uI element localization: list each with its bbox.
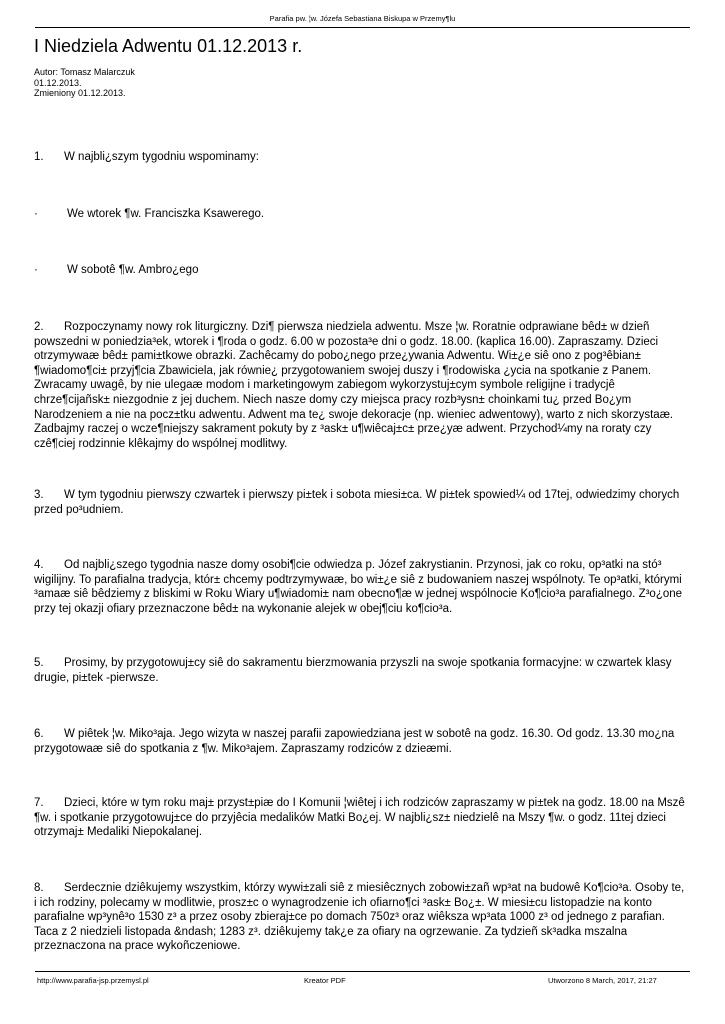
item-text: W piêtek ¦w. Miko³aja. Jego wizyta w naszej parafii zapowiedziana jest w sobotê na godz. 16.30. Od godz. 13.30 mo¿na przygotowaæ siê do spotkania z ¶w. Miko³ajem. Zapraszamy rodziców z dzieæmi. [34, 728, 675, 755]
header-divider [35, 27, 690, 28]
announcement-item [34, 727, 689, 756]
footer-url: http://www.parafia-jsp.przemysl.pl [37, 976, 149, 985]
announcement-item [34, 796, 689, 840]
item-number: 6. [34, 728, 44, 740]
announcement-item [34, 150, 259, 165]
announcement-item [34, 558, 689, 616]
author-line: Autor: Tomasz Malarczuk [34, 67, 135, 77]
page-header: Parafia pw. ¦w. Józefa Sebastiana Biskupa w Przemy¶lu [269, 14, 456, 23]
item-text: Dzieci, które w tym roku maj± przyst±piæ do I Komunii ¦wiêtej i ich rodziców zapraszamy w pi±tek na godz. 18.00 na Mszê ¶w. i spotkanie przygotowuj±ce do przyjêcia medalików Matki Bo¿ej. W najbli¿sz± niedzielê na Mszy ¶w. o godz. 11tej dzieci otrzymaj± Medaliki Niepokalanej. [34, 797, 685, 839]
date-line: 01.12.2013. [34, 77, 82, 88]
modified-line: Zmieniony 01.12.2013. [34, 88, 126, 98]
announcement-item [34, 320, 689, 451]
item-text: Serdecznie dziêkujemy wszystkim, którzy wywi±zali siê z miesiêcznych zobowi±zañ wp³at na budowê Ko¶cio³a. Osoby te, i ich rodziny, polecamy w modlitwie, prosz±c o wynagrodzenie ich ofiarno¶ci ³ask± Bo¿±. W miesi±cu listopadzie na konto parafialne wp³ynê³o 1530 z³ a przez osoby zbieraj±ce po domach 750z³ oraz wiêksza wp³ata 1000 z³ od jednego z parafian. Taca z 2 niedzieli listopada &ndash; 1283 z³. dziêkujemy tak¿e za ofiary na ogrzewanie. Za tydzieñ sk³adka mszalna przeznaczona na prace wykoñczeniowe. [34, 882, 685, 953]
item-number: 2. [34, 321, 44, 333]
item-text: Prosimy, by przygotowuj±cy siê do sakramentu bierzmowania przyszli na swoje spotkania formacyjne: w czwartek klasy drugie, pi±tek -pierwsze. [34, 657, 672, 684]
announcement-item [34, 263, 198, 278]
item-text: We wtorek ¶w. Franciszka Ksawerego. [67, 208, 265, 220]
item-text: W tym tygodniu pierwszy czwartek i pierwszy pi±tek i sobota miesi±ca. W pi±tek spowied¼ od 17tej, odwiedzimy chorych przed po³udniem. [34, 489, 680, 516]
item-text: Od najbli¿szego tygodnia nasze domy osobi¶cie odwiedza p. Józef zakrystianin. Przynosi, jak co roku, op³atki na stó³ wigilijny. To parafialna tradycja, któr± chcemy podtrzymywaæ, bo wi±¿e siê z budowaniem naszej wspólnoty. Te op³atki, którymi ³amaæ siê bêdziemy z bliskimi w Roku Wiary u¶wiadomi± nam obecno¶æ w jednej wspólnocie Ko¶cio³a parafialnego. Z³o¿one przy tej okazji ofiary przeznaczone bêd± na wykonanie alejek w obej¶ciu ko¶cio³a. [34, 559, 683, 615]
announcement-item [34, 488, 689, 517]
item-text: W sobotê ¶w. Ambro¿ego [67, 264, 199, 276]
item-number: 4. [34, 559, 44, 571]
document-title: I Niedziela Adwentu 01.12.2013 r. [34, 36, 303, 56]
bullet-icon: · [34, 208, 38, 220]
item-number: 5. [34, 657, 44, 669]
announcement-item [34, 207, 264, 222]
announcement-item [34, 881, 689, 954]
item-number: 3. [34, 489, 44, 501]
footer-divider [35, 971, 690, 972]
footer-generator: Kreator PDF [304, 976, 346, 985]
item-text: W najbli¿szym tygodniu wspominamy: [64, 151, 259, 163]
bullet-icon: · [34, 264, 38, 276]
item-number: 1. [34, 151, 44, 163]
announcement-item [34, 656, 689, 685]
footer-created: Utworzono 8 March, 2017, 21:27 [548, 976, 657, 985]
document-meta [34, 67, 135, 99]
item-number: 8. [34, 882, 44, 894]
item-number: 7. [34, 797, 44, 809]
item-text: Rozpoczynamy nowy rok liturgiczny. Dzi¶ pierwsza niedziela adwentu. Msze ¦w. Roratnie odprawiane bêd± w dzieñ powszedni w poniedzia³ek, wtorek i ¶roda o godz. 6.00 w pozosta³e dni o godz. 18.00. (kaplica 16.00). Zapraszamy. Dzieci otrzymywaæ bêd± pami±tkowe obrazki. Zachêcamy do pobo¿nego prze¿ywania Adwentu. Wi±¿e siê ono z pog³êbian± ¶wiadomo¶ci± przyj¶cia Zbawiciela, jak równie¿ przygotowaniem swojej duszy i ¶rodowiska ¿ycia na spotkanie z Panem. Zwracamy uwagê, by nie ulegaæ modom i marketingowym zabiegom wykorzystuj±cym symbole religijne i tradycjê chrze¶cijañsk± niezgodnie z jej duchem. Niech nasze domy czy miejsca pracy rozb³ysn± choinkami tu¿ przed Bo¿ym Narodzeniem a nie na pocz±tku adwentu. Adwent ma te¿ swoje dekoracje (np. wieniec adwentowy), warto z nich skorzystaæ. Zadbajmy raczej o wcze¶niejszy sakrament pokuty by z ³ask± u¶wiêcaj±c± prze¿yæ adwent. Przychod¼my na roraty czy czê¶ciej rodzinnie klêkajmy do wspólnej modlitwy. [34, 321, 674, 450]
